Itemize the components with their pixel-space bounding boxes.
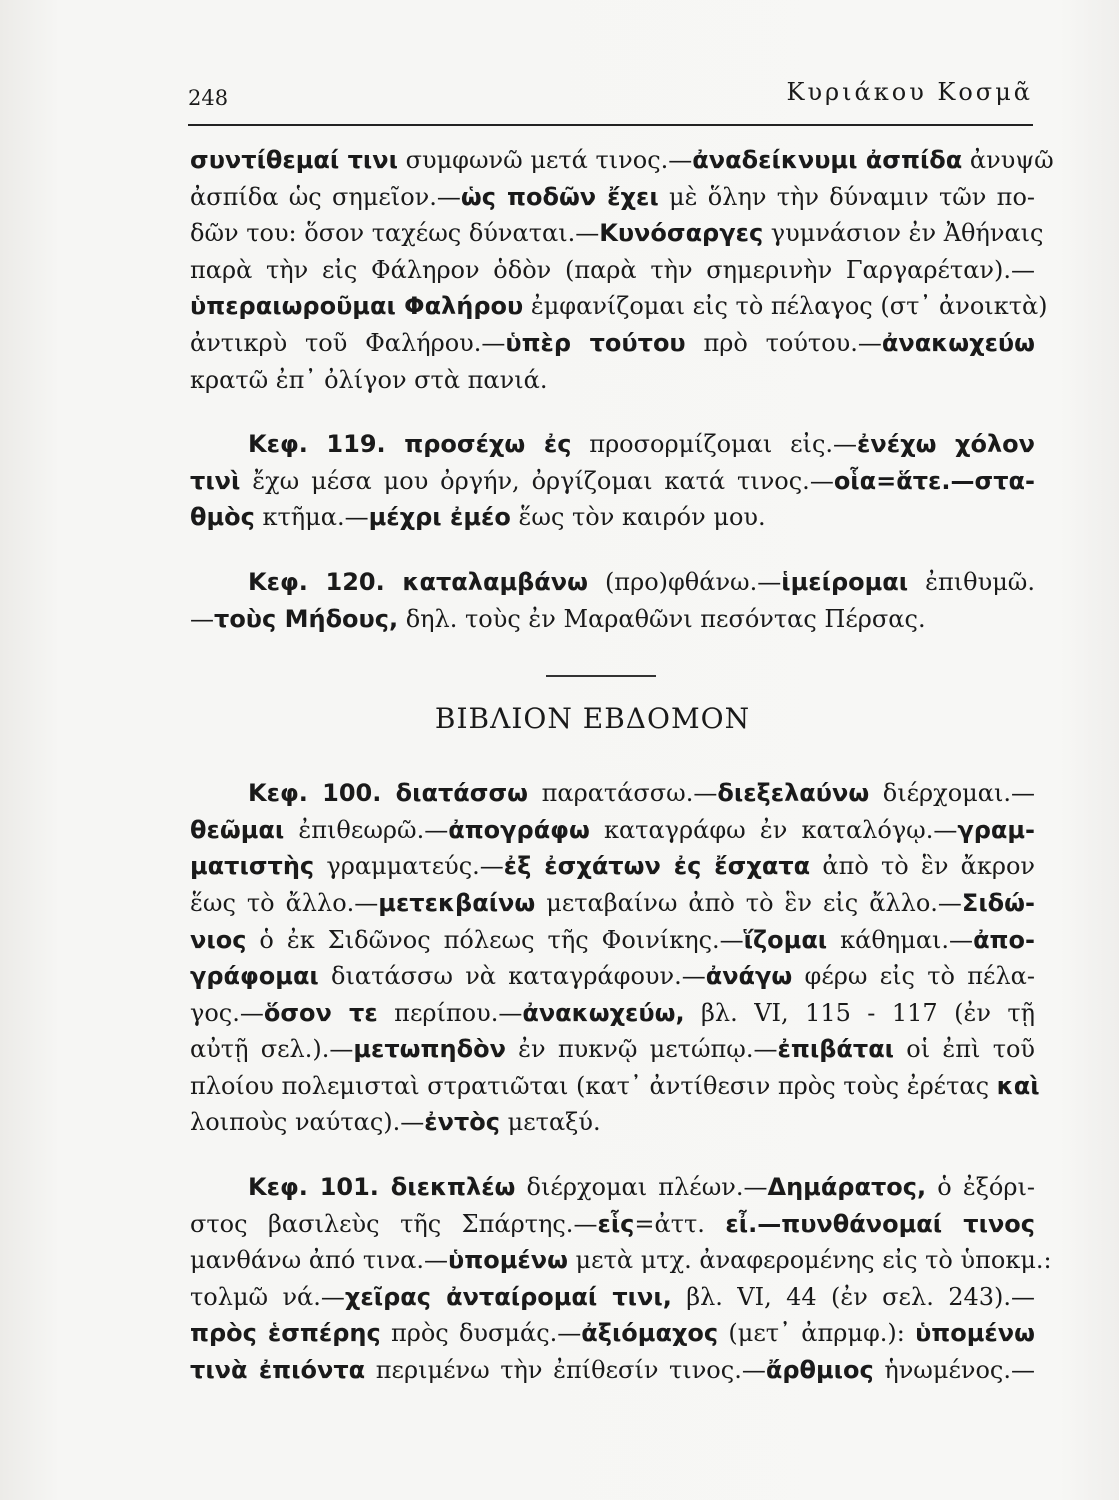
gloss-text: ὁ ἐκ Σιδῶνος πόλεως τῆς Φοινίκης.—	[246, 925, 744, 954]
headword: μετεκβαίνω	[378, 888, 536, 917]
headword: ἀνάγω	[705, 962, 793, 991]
headword: ἵζομαι	[743, 925, 828, 954]
text-line	[190, 1031, 1035, 1068]
headword: καὶ	[996, 1071, 1040, 1100]
headword: νιος	[190, 925, 247, 954]
headword: ὑπομένω	[448, 1246, 568, 1275]
gloss-text: προσορμίζομαι εἰς.—	[571, 430, 858, 459]
headword: μετωπηδὸν	[353, 1035, 506, 1064]
gloss-text: βλ. VI, 44 (ἐν σελ. 243).—	[671, 1282, 1035, 1311]
headword: ἀνακωχεύω	[881, 328, 1035, 357]
gloss-text: πρὸ τούτου.—	[685, 328, 882, 357]
gloss-text: πρὸς δυσμάς.—	[380, 1319, 582, 1348]
headword: Κεφ. 119. προσέχω ἐς	[248, 430, 572, 459]
text-line	[190, 995, 1035, 1032]
gloss-text: =ἀττ.	[634, 1209, 726, 1238]
gloss-text: (προ)φθάνω.—	[587, 567, 782, 596]
gloss-text: ἐπιθυμῶ.	[908, 567, 1035, 596]
paragraph-kef-101	[190, 1169, 1052, 1389]
gloss-text: μανθάνω ἀπό τινα.—	[190, 1246, 449, 1275]
headword: συντίθεμαί τινι	[190, 146, 398, 174]
headword: διεξελαύνω	[717, 779, 870, 808]
text-line	[190, 325, 1035, 362]
headword: Κυνόσαργες	[599, 219, 764, 248]
headword: Κεφ. 101. διεκπλέω	[248, 1173, 516, 1202]
gloss-text: ἔχω μέσα μου ὀργήν, ὀργίζομαι κατά τινος.—	[240, 466, 834, 495]
gloss-text: ἀνυψῶ	[962, 146, 1054, 174]
gloss-text: (μετ᾽ ἀπρμφ.):	[718, 1319, 916, 1348]
paragraph-kef-100	[190, 775, 1040, 1141]
text-line	[190, 958, 1035, 995]
gloss-text: ἐμφανίζομαι εἰς τὸ πέλαγος (στ᾽ ἀνοικτὰ)	[523, 292, 1048, 321]
gloss-text: γυμνάσιον ἐν Ἀθήναις	[763, 219, 1044, 248]
text-line	[190, 922, 1035, 959]
gloss-text: γος.—	[190, 998, 264, 1027]
headword: θμὸς	[190, 503, 255, 532]
gloss-text: ἐπιθεωρῶ.—	[284, 815, 449, 844]
headword: ἀνακωχεύω,	[522, 998, 685, 1027]
text-line	[190, 499, 1035, 536]
text-line	[190, 1315, 1035, 1352]
headword: ὑπεραιωροῦμαι Φαλήρου	[190, 292, 524, 321]
gloss-text: ὁ ἐξόρι-	[926, 1173, 1036, 1202]
gloss-text: διατάσσω νὰ καταγράφουν.—	[318, 962, 706, 991]
gloss-text: καταγράφω ἐν καταλόγῳ.—	[589, 815, 958, 844]
headword: οἷα=ἅτε.—στα-	[833, 466, 1035, 495]
gloss-text: ἀσπίδα ὡς σημεῖον.—	[190, 182, 461, 211]
text-line	[190, 215, 1044, 252]
headword: ματιστὴς	[190, 852, 315, 881]
text-line	[190, 775, 1035, 812]
text-line	[190, 1169, 1035, 1206]
gloss-text: φέρω εἰς τὸ πέλα-	[792, 962, 1035, 991]
gloss-text: λοιποὺς ναύτας).—	[190, 1108, 425, 1137]
headword: ὑπὲρ τούτου	[505, 328, 686, 357]
headword: εἷς	[597, 1209, 635, 1238]
text-line	[190, 1242, 1052, 1279]
gloss-text: μὲ ὅλην τὴν δύναμιν τῶν πο-	[658, 182, 1036, 211]
gloss-text: κτῆμα.—	[254, 503, 369, 532]
headword: ἱμείρομαι	[781, 567, 909, 596]
text-line	[190, 601, 1035, 638]
headword: χεῖρας ἀνταίρομαί τινι,	[344, 1282, 672, 1311]
page-header	[188, 78, 1033, 122]
paragraph-gap	[190, 398, 1035, 426]
text-line	[190, 885, 1035, 922]
gloss-text: συμφωνῶ μετά τινος.—	[397, 146, 693, 174]
gloss-text: ἀντικρὺ τοῦ Φαλήρου.—	[190, 328, 506, 357]
headword: ἀναδείκνυμι ἀσπίδα	[692, 146, 963, 174]
gloss-text: —	[190, 604, 214, 633]
headword: ἐξ ἐσχάτων ἐς ἔσχατα	[503, 852, 811, 881]
headword: ἀπο-	[973, 925, 1035, 954]
gloss-text: ἀπὸ τὸ ἓν ἄκρον	[810, 852, 1036, 881]
paragraph-gap	[190, 747, 1035, 775]
paragraph-kef-119	[190, 426, 1035, 536]
running-title: Κυριάκου Κοσμᾶ	[786, 78, 1033, 106]
gloss-text: μεταξύ.	[500, 1108, 601, 1137]
separator-rule	[546, 675, 656, 677]
gloss-text: περίπου.—	[377, 998, 523, 1027]
text-line	[190, 426, 1035, 463]
text-line	[190, 848, 1035, 885]
header-rule	[188, 124, 1033, 126]
headword: ὅσον τε	[263, 998, 378, 1027]
text-line	[190, 1068, 1040, 1105]
gloss-text: γραμματεύς.—	[314, 852, 504, 881]
gloss-text: ἕως τὸ ἄλλο.—	[190, 888, 379, 917]
headword: γραμ-	[957, 815, 1035, 844]
section-separator	[190, 637, 1035, 697]
paragraph-kef-120	[190, 564, 1035, 637]
text-line	[190, 812, 1035, 849]
text-line	[190, 1352, 1035, 1389]
headword: ἐντὸς	[424, 1108, 501, 1137]
headword: εἶ.—πυνθάνομαί τινος	[725, 1209, 1036, 1238]
gloss-text: τολμῶ νά.—	[190, 1282, 345, 1311]
gloss-text: παρὰ τὴν εἰς Φάληρον ὁδὸν (παρὰ τὴν σημερινὴν Γαργαρέταν).—	[190, 255, 1035, 284]
text-line	[190, 362, 1035, 399]
text-line	[190, 1104, 1035, 1141]
headword: τινὶ	[190, 466, 241, 495]
paragraph-gap	[190, 1141, 1035, 1169]
gloss-text: δηλ. τοὺς ἐν Μαραθῶνι πεσόντας Πέρσας.	[398, 604, 926, 633]
gloss-text: στος βασιλεὺς τῆς Σπάρτης.—	[190, 1209, 598, 1238]
page-number: 248	[188, 86, 229, 110]
gloss-text: ἕως τὸν καιρόν μου.	[510, 503, 766, 532]
gloss-text: οἱ ἐπὶ τοῦ	[894, 1035, 1036, 1064]
text-line	[190, 288, 1048, 325]
gloss-text: περιμένω τὴν ἐπίθεσίν τινος.—	[365, 1356, 766, 1385]
headword: μέχρι ἐμέο	[368, 503, 511, 532]
headword: Κεφ. 120. καταλαμβάνω	[248, 567, 588, 596]
headword: γράφομαι	[190, 962, 319, 991]
headword: ἐνέχω χόλον	[857, 430, 1035, 459]
gloss-text: αὐτῇ σελ.).—	[190, 1035, 354, 1064]
text-line	[190, 564, 1035, 601]
gloss-text: βλ. VI, 115 - 117 (ἐν τῇ	[684, 998, 1036, 1027]
gloss-text: διέρχομαι πλέων.—	[515, 1173, 768, 1202]
paragraph-intro	[190, 142, 1054, 398]
headword: Σιδώ-	[961, 888, 1035, 917]
gloss-text: μετὰ μτχ. ἀναφερομένης εἰς τὸ ὑποκμ.:	[567, 1246, 1052, 1275]
page-body	[190, 142, 1054, 1389]
headword: ὑπομένω	[915, 1319, 1035, 1348]
headword: ἀπογράφω	[448, 815, 590, 844]
text-line	[190, 179, 1035, 216]
gloss-text: κρατῶ ἐπ᾽ ὀλίγον στὰ πανιά.	[190, 365, 548, 394]
gloss-text: παρατάσσω.—	[528, 779, 718, 808]
text-line	[190, 463, 1035, 500]
text-line	[190, 142, 1054, 179]
book-title: ΒΙΒΛΙΟΝ ΕΒΔΟΜΟΝ	[434, 702, 751, 736]
headword: τοὺς Μήδους,	[214, 604, 399, 633]
gloss-text: δῶν του: ὅσον ταχέως δύναται.—	[190, 219, 600, 248]
headword: ἀξιόμαχος	[581, 1319, 719, 1348]
headword: Κεφ. 100. διατάσσω	[248, 779, 529, 808]
text-line	[190, 1206, 1035, 1243]
text-line	[190, 252, 1035, 289]
gloss-text: διέρχομαι.—	[869, 779, 1035, 808]
headword: ὡς ποδῶν ἔχει	[460, 182, 659, 211]
headword: θεῶμαι	[190, 815, 285, 844]
headword: πρὸς ἑσπέρης	[190, 1319, 381, 1348]
headword: ἄρθμιος	[765, 1356, 874, 1385]
headword: ἐπιβάται	[777, 1035, 895, 1064]
text-line	[190, 1279, 1035, 1316]
paragraph-gap	[190, 536, 1035, 564]
gloss-text: κάθημαι.—	[827, 925, 974, 954]
headword: τινὰ ἐπιόντα	[190, 1356, 366, 1385]
gloss-text: ἐν πυκνῷ μετώπῳ.—	[505, 1035, 778, 1064]
gloss-text: πλοίου πολεμισταὶ στρατιῶται (κατ᾽ ἀντίθεσιν πρὸς τοὺς ἐρέτας	[190, 1071, 997, 1100]
gloss-text: μεταβαίνω ἀπὸ τὸ ἓν εἰς ἄλλο.—	[535, 888, 962, 917]
headword: Δημάρατος,	[767, 1173, 927, 1202]
gloss-text: ἡνωμένος.—	[873, 1356, 1036, 1385]
